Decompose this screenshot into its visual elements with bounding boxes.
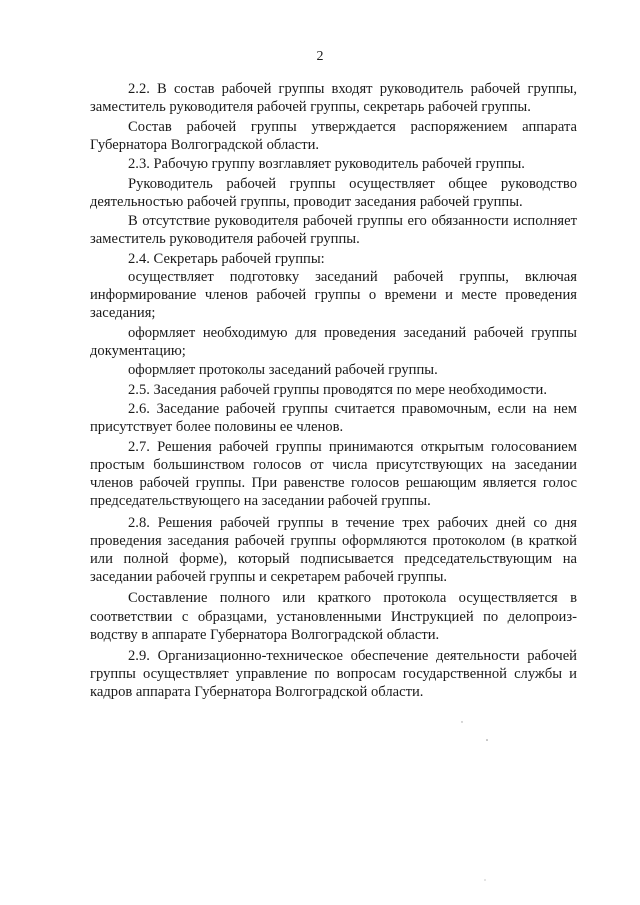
paragraph-2-7: 2.7. Решения рабочей группы принимаются открытым голосованием простым большинством голосов от числа присутствующих на заседании членов рабочей группы. При равенстве голосов решающим является голос председательствующего на заседании рабочей группы. [90,438,577,510]
document-body [90,80,577,702]
paragraph-2-6: 2.6. Заседание рабочей группы считается правомочным, если на нем присутствует более половины ее членов. [90,401,577,436]
paragraph-secretary-preparation: осуществляет подготовку заседаний рабочей группы, включая информирование членов рабочей группы о времени и месте проведения заседания; [90,268,577,322]
paragraph-deputy: В отсутствие руководителя рабочей группы его обязанности исполняет заместитель руководителя рабочей группы. [90,213,577,248]
paragraph-2-3: 2.3. Рабочую группу возглавляет руководитель рабочей группы. [128,156,525,173]
page-number: 2 [316,49,324,64]
paragraph-protocol-drafting: Составление полного или краткого протокола осуществляется в соответствии с образцами, установленными Инструкцией по делопроизводству в аппарате Губернатора Волгоградской области. [90,590,577,643]
paragraph-composition: Состав рабочей группы утверждается распоряжением аппарата Губернатора Волгоградской области. [90,118,577,153]
paragraph-2-2: 2.2. В состав рабочей группы входят руководитель рабочей группы, заместитель руководителя рабочей группы, секретарь рабочей группы. [90,81,577,116]
paragraph-secretary-protocols: оформляет протоколы заседаний рабочей группы. [128,362,438,379]
paragraph-2-4: 2.4. Секретарь рабочей группы: [128,250,325,267]
paragraph-2-5: 2.5. Заседания рабочей группы проводятся по мере необходимости. [128,381,548,398]
paragraph-leader-duties: Руководитель рабочей группы осуществляет общее руководство деятельностью рабочей группы, проводит заседания рабочей группы. [90,175,577,210]
paragraph-secretary-documentation: оформляет необходимую для проведения заседаний рабочей группы документацию; [90,324,577,359]
paragraph-2-9: 2.9. Организационно-техническое обеспечение деятельности рабочей группы осуществляет управление по вопросам государственной службы и кадров аппарата Губернатора Волгоградской области. [90,647,577,701]
paragraph-2-8: 2.8. Решения рабочей группы в течение трех рабочих дней со дня проведения заседания рабочей группы оформляются протоколом (в краткой или полной форме), который подписывается председательствующим на заседании рабочей группы и секретарем рабочей группы. [90,514,577,586]
